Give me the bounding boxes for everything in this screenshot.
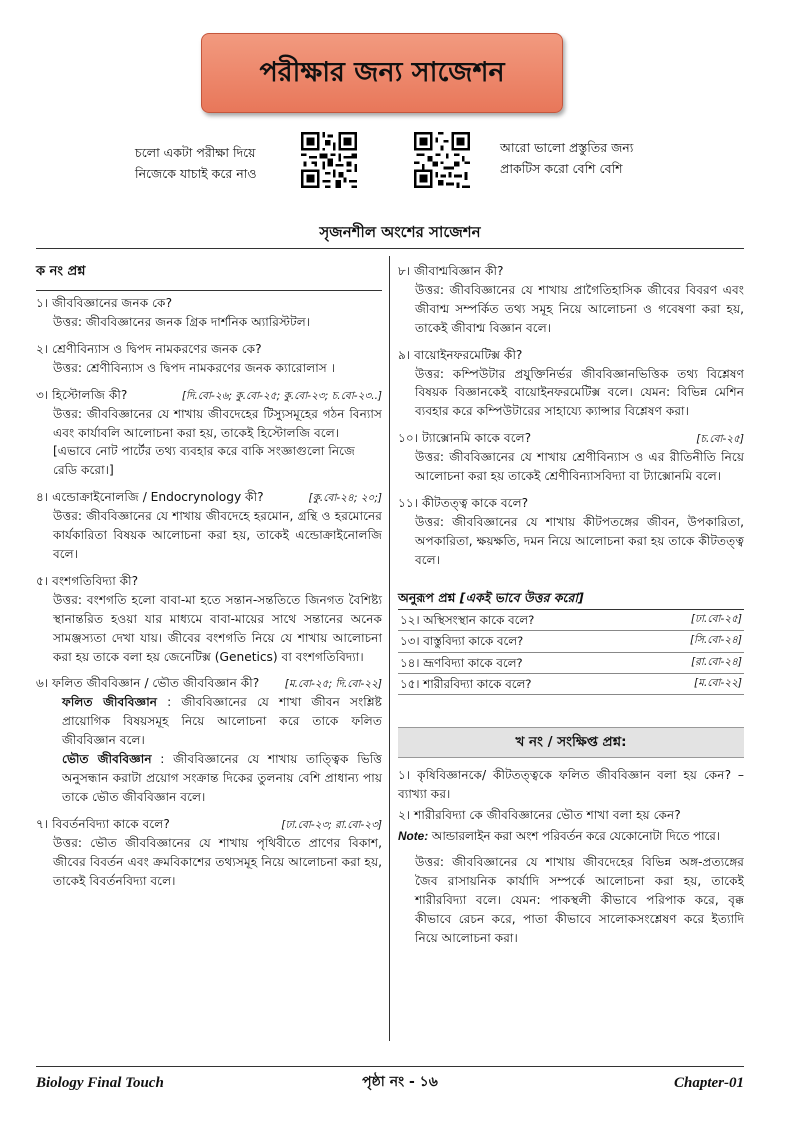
footer-chapter: Chapter-01 [673,1075,744,1091]
question-item [36,386,382,481]
question-item [398,346,744,422]
column-divider [389,256,390,1041]
answer-note: [এভাবে নোট পার্টের তথ্য ব্যবহার করে বাকি সংজ্ঞাগুলো নিজে রেডি করো।] [53,444,355,478]
answer: উত্তর: জীববিজ্ঞানের যে শাখায় জীবদেহে হরমোন, গ্রন্থি ও হরমোনের কার্যকারিতা বিষয়ক আলোচনা করা হয়, তাকেই এন্ডোক্রাইনোলজি বলে। [53,509,382,562]
question [398,494,744,513]
answer: উত্তর: কম্পিউটার প্রযুক্তিনির্ভর জীববিজ্ঞানভিত্তিক তথ্য বিশ্লেষণ বিষয়ক বিজ্ঞানকেই বায়োইনফরমেটিক্স বলে। যেমন: বিভিন্ন মেশিন ব্যবহার করে কম্পিউটারের সাহায্যে ক্যান্সার বিশ্লেষণ করা। [415,366,744,419]
answer: উত্তর: জীববিজ্ঞানের যে শাখায় জীবদেহের টিস্যুসমূহের গঠন বিন্যাস এবং কার্যাবলি আলোচনা করা হয়, তাকেই হিস্টোলজি বলে। [53,406,382,440]
question-text: ৫। বংশগতিবিদ্যা কী? [36,573,139,588]
board-reference: [ম.বো-২৫; দি.বো-২২] [284,678,382,691]
question-text: ১। জীববিজ্ঞানের জনক কে? [36,296,173,311]
question [36,488,382,507]
similar-question-row [398,674,744,695]
definition-applied-biology: : জীববিজ্ঞানের যে শাখা জীবন সংশ্লিষ্ট প্রায়োগিক বিষয়সমূহ নিয়ে আলোচনা করে তাকে ফলিত জীববিজ্ঞান বলে। [62,695,382,748]
question-item [36,674,382,806]
question-text: ৪। এন্ডোক্রাইনোলজি / Endocrynology কী? [36,490,264,505]
page-number: পৃষ্ঠা নং - ১৬ [362,1074,438,1090]
question-item [36,488,382,564]
question [36,340,382,359]
question-text: ১৩। বাস্তুবিদ্যা কাকে বলে? [400,634,524,649]
answer-physical-biology [36,750,382,807]
question [398,346,744,365]
question-text: ৩। হিস্টোলজি কী? [36,387,128,402]
similar-questions-hint: [একই ভাবে উত্তর করো] [459,589,584,605]
qr-code-practice[interactable] [414,132,470,188]
board-reference: [ম.বো-২২] [694,676,742,689]
qr-code-exam[interactable] [301,132,357,188]
answer: উত্তর: জীববিজ্ঞানের যে শাখায় প্রাগৈতিহাসিক জীবের বিবরণ এবং জীবাশ্ম সম্পর্কিত তথ্য সমূহ নিয়ে আলোচনা ও গবেষণা করা হয়, তাকেই জীবাশ্ম বিজ্ঞান বলে। [415,282,744,335]
answer: উত্তর: জীববিজ্ঞানের জনক গ্রিক দার্শনিক অ্যারিস্টটল। [53,315,311,330]
similar-question-row [398,653,744,674]
board-reference: [চ.বো-২৫] [696,433,744,446]
question-text: ১২। অস্থিসংস্থান কাকে বলে? [400,612,535,627]
question-text: ১৪। ভ্রূণবিদ্যা কাকে বলে? [400,655,523,670]
question-text: ১৫। শারীরবিদ্যা কাকে বলে? [400,676,532,691]
board-reference: [সি.বো-২৪] [689,634,742,647]
promo-left [135,143,257,184]
question-item [36,340,382,378]
question [36,386,382,405]
answer: উত্তর: জীববিজ্ঞানের যে শাখায় কীটপতঙ্গের জীবন, উপকারিতা, অপকারিতা, ক্ষয়ক্ষতি, দমন নিয়ে আলোচনা করা হয় তাকে কীটতত্ত্ব বলে। [415,514,744,567]
definition-physical-biology: : জীববিজ্ঞানের যে শাখায় তাত্ত্বিক ভিত্তি অনুসন্ধান করাটা প্রয়োগ সংক্রান্ত দিকের তুলনায় বেশি প্রাধান্য পায় তাকে ভৌত জীববিজ্ঞান বলে। [62,752,382,804]
footer-divider [36,1066,744,1067]
similar-questions-label: অনুরূপ প্রশ্ন [398,589,456,605]
question-item [398,429,744,486]
question-text: ১১। কীটতত্ত্ব কাকে বলে? [398,495,529,510]
question-text: ৮। জীবাশ্মবিজ্ঞান কী? [398,264,504,278]
question-text: ১। কৃষিবিজ্ঞানকে/ কীটতত্ত্বকে ফলিত জীববিজ্ঞান বলা হয় কেন? – ব্যাখ্যা কর। [398,768,744,801]
divider [36,248,744,249]
note-line [398,827,744,845]
board-reference: [কু.বো-২৪; ২০;] [308,492,382,505]
question-text: ৭। বিবর্তনবিদ্যা কাকে বলে? [36,816,170,831]
question-item [36,294,382,332]
similar-question-row [398,610,744,631]
right-column [398,262,744,948]
promo-right-line2: প্রাকটিস করো বেশি বেশি [500,160,623,176]
question-text: ৬। ফলিত জীববিজ্ঞান / ভৌত জীববিজ্ঞান কী? [36,676,260,691]
question-item [36,815,382,891]
board-reference: [ঢা.বো-২৩; রা.বো-২৩] [281,818,382,831]
left-column [36,262,382,898]
similar-question-row [398,631,744,652]
question-text: ২। শারীরবিদ্যা কে জীববিজ্ঞানের ভৌত শাখা বলা হয় কেন? [398,807,681,822]
promo-left-line2: নিজেকে যাচাই করে নাও [135,165,257,181]
question-text: ১০। ট্যাক্সোনমি কাকে বলে? [398,431,532,446]
board-reference: [রা.বো-২৪] [691,655,742,668]
question-item [398,262,744,338]
section-heading: সৃজনশীল অংশের সাজেশন [319,223,481,241]
kha-section-heading: খ নং / সংক্ষিপ্ত প্রশ্ন: [398,727,744,758]
short-question [398,766,744,804]
answer: উত্তর: বংশগতি হলো বাবা-মা হতে সন্তান-সন্ততিতে জিনগত বৈশিষ্ট্য স্থানান্তরিত হওয়া যার মাধ্যমে বাবা-মায়ের সাথে সন্তানের অনেক সামঞ্জস্যতা দেখা যায়। জীবের বংশগতি নিয়ে যে শাখায় আলোচনা করা হয় তাকে বলা হয় জেনেটিক্স (Genetics) বা বংশগতিবিদ্যা। [53,592,382,664]
term-physical-biology: ভৌত জীববিজ্ঞান [62,752,152,767]
term-applied-biology: ফলিত জীববিজ্ঞান [62,695,158,710]
promo-left-line1: চলো একটা পরীক্ষা দিয়ে [135,145,256,160]
question-text: ২। শ্রেণীবিন্যাস ও দ্বিপদ নামকরণের জনক কে? [36,341,262,356]
short-question [398,806,744,825]
question [36,572,382,591]
question [36,674,382,693]
question-item [398,494,744,570]
question [36,294,382,313]
question [398,262,744,281]
question-text: ৯। বায়োইনফরমেটিক্স কী? [398,347,523,362]
promo-right-line1: আরো ভালো প্রস্তুতির জন্য [500,140,634,155]
note-text: আন্ডারলাইন করা অংশ পরিবর্তন করে যেকোনোটা দিতে পারে। [428,828,720,843]
answer: উত্তর: শ্রেণীবিন্যাস ও দ্বিপদ নামকরণের জনক ক্যারোলাস । [53,360,336,375]
footer-book-title: Biology Final Touch [36,1075,164,1091]
question [398,429,744,448]
promo-right [500,138,633,179]
question [36,815,382,834]
note-label: Note: [398,828,429,843]
question-item [36,572,382,667]
board-reference: [দি.বো-২৬; কু.বো-২৫; কু.বো-২৩; চ.বো-২৩..] [181,389,382,402]
short-answer: উত্তর: জীববিজ্ঞানের যে শাখায় জীবদেহের বিভিন্ন অঙ্গ-প্রত্যঙ্গের জৈব রাসায়নিক কার্যাদি সম্পর্কে আলোচনা করা হয়, তাকেই শারীরবিদ্যা বলে। যেমন: পাকস্থলী কীভাবে পরিপাক করে, বৃক্ক কীভাবে রেচন করে, পাতা কীভাবে সালোকসংশ্লেষণ করে ইত্যাদি নিয়ে আলোচনা করা। [415,855,744,945]
answer: উত্তর: ভৌত জীববিজ্ঞানের যে শাখায় পৃথিবীতে প্রাণের বিকাশ, জীবের বিবর্তন এবং ক্রমবিকাশের তথ্যসমূহ নিয়ে আলোচনা করা হয়, তাকেই বিবর্তনবিদ্যা বলে। [53,835,382,888]
answer: উত্তর: জীববিজ্ঞানের যে শাখায় শ্রেণীবিন্যাস ও এর রীতিনীতি নিয়ে আলোচনা করা হয় তাকেই শ্রেণীবিন্যাসবিদ্যা বা ট্যাক্সোনমি বলে। [415,450,744,484]
answer-applied-biology [36,693,382,750]
board-reference: [ঢা.বো-২৫] [690,612,742,625]
ka-section-heading: ক নং প্রশ্ন [36,264,86,279]
page-title: পরীক্ষার জন্য সাজেশন [201,33,563,113]
similar-questions-heading [398,588,744,610]
